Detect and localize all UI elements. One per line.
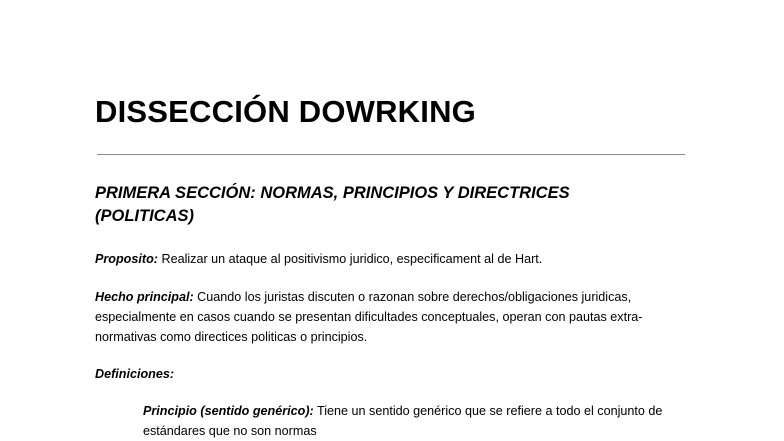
- hecho-principal-paragraph: [95, 287, 695, 347]
- document-title: DISSECCIÓN DOWRKING: [95, 94, 476, 129]
- principio-label: Principio (sentido genérico):: [143, 404, 314, 418]
- definiciones-paragraph: [95, 364, 695, 384]
- section-heading: PRIMERA SECCIÓN: NORMAS, PRINCIPIOS Y DIRECTRICES (POLITICAS): [95, 184, 570, 225]
- hecho-principal-label: Hecho principal:: [95, 290, 194, 304]
- principio-text: Tiene un sentido genérico que se refiere a todo el conjunto de estándares que no son normas: [143, 404, 663, 438]
- proposito-label: Proposito:: [95, 252, 158, 266]
- principio-definition: [143, 401, 703, 441]
- title-divider: [97, 154, 685, 155]
- proposito-paragraph: [95, 249, 695, 269]
- hecho-principal-text: Cuando los juristas discuten o razonan sobre derechos/obligaciones juridicas, especialmente en casos cuando se presentan dificultades conceptuales, operan con pautas extra-normativas como directices politicas o principios.: [95, 290, 643, 344]
- proposito-text: Realizar un ataque al positivismo juridico, especificament al de Hart.: [157, 252, 543, 266]
- definiciones-label: Definiciones:: [95, 367, 175, 381]
